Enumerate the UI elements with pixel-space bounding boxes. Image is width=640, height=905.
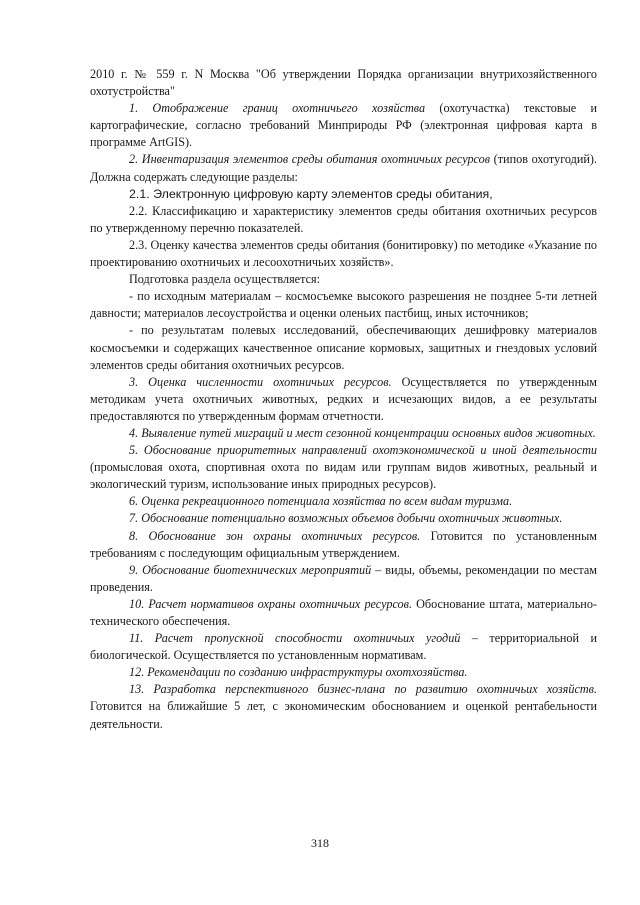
paragraph-text: 2.1. Электронную цифровую карту элементов среды обитания, [129,186,493,201]
document-body [90,66,597,733]
item-heading: 11. Расчет пропускной способности охотничьих угодий [129,631,461,646]
item-heading: 7. Обоснование потенциально возможных объемов добычи охотничьих животных. [129,511,563,526]
item-text: Готовится на ближайшие 5 лет, с экономическим обоснованием и оценкой рентабельности деятельности. [90,699,597,731]
paragraph-source-materials [90,288,597,322]
item-heading: 2. Инвентаризация элементов среды обитания охотничьих ресурсов [129,152,491,167]
paragraph-item-11 [90,630,597,664]
item-text: Готовится по установленным требованиям с последующим официальным утверждением. [90,528,597,560]
paragraph-item-4 [90,425,597,442]
item-text: (охотучастка) текстовые и картографические, согласно требований Минприроды РФ (электронная цифровая карта в программе ArtGIS). [90,101,597,150]
item-heading: 10. Расчет нормативов охраны охотничьих ресурсов. [129,596,412,611]
item-text: Обоснование штата, материально-технического обеспечения. [90,596,597,628]
paragraph-item-2 [90,151,597,185]
paragraph-item-2-1 [90,186,597,203]
item-text: – виды, объемы, рекомендации по местам проведения. [90,562,597,594]
paragraph-item-7 [90,510,597,527]
paragraph-item-2-2 [90,203,597,237]
paragraph-item-9 [90,562,597,596]
item-heading: 12. Рекомендации по созданию инфраструктуры охотхозяйства. [129,665,468,680]
paragraph-text: Подготовка раздела осуществляется: [129,272,320,287]
paragraph-item-12 [90,664,597,681]
paragraph-text: - по исходным материалам – космосъемке высокого разрешения не позднее 5-ти летней давности; материалов лесоустройства и оценки оленьих пастбищ, иных источников; [90,289,597,321]
paragraph-item-3 [90,374,597,425]
paragraph-text: - по результатам полевых исследований, обеспечивающих дешифровку материалов космосъемки и содержащих качественное описание кормовых, защитных и гнездовых условий элементов среды обитания охотничьих ресурсов. [90,323,597,372]
paragraph-text: 2010 г. № 559 г. N Москва "Об утверждении Порядка организации внутрихозяйственного охотустройства" [90,67,597,99]
paragraph-order-reference [90,66,597,100]
paragraph-item-1 [90,100,597,151]
item-heading: 1. Отображение границ охотничьего хозяйства [129,101,426,116]
paragraph-text: 2.2. Классификацию и характеристику элементов среды обитания охотничьих ресурсов по утвержденному перечню показателей. [90,203,597,235]
item-heading: 9. Обоснование биотехнических мероприятий [129,562,372,577]
item-heading: 6. Оценка рекреационного потенциала хозяйства по всем видам туризма. [129,494,513,509]
paragraph-item-13 [90,681,597,732]
item-text: – территориальной и биологической. Осуществляется по установленным нормативам. [90,631,597,663]
item-text: (типов охотугодий). Должна содержать следующие разделы: [90,152,597,184]
page-number: 318 [311,836,329,850]
item-heading: 3. Оценка численности охотничьих ресурсов. [129,374,392,389]
paragraph-preparation [90,271,597,288]
item-heading: 5. Обоснование приоритетных направлений охотэкономической и иной деятельности [129,443,597,458]
paragraph-item-10 [90,596,597,630]
paragraph-item-5 [90,442,597,493]
paragraph-item-2-3 [90,237,597,271]
paragraph-item-6 [90,493,597,510]
item-heading: 8. Обоснование зон охраны охотничьих ресурсов. [129,528,421,543]
paragraph-text: 2.3. Оценку качества элементов среды обитания (бонитировку) по методике «Указание по проектированию охотничьих и лесоохотничьих хозяйств». [90,237,597,270]
item-text: Осуществляется по утвержденным методикам учета охотничьих животных, редких и исчезающих видов, а ее результаты предоставляются по утвержденным формам отчетности. [90,374,597,423]
item-heading: 4. Выявление путей миграций и мест сезонной концентрации основных видов животных. [129,425,596,440]
item-heading: 13. Разработка перспективного бизнес-плана по развитию охотничьих хозяйств. [129,682,597,697]
paragraph-item-8 [90,528,597,562]
paragraph-field-research [90,322,597,373]
item-text: (промысловая охота, спортивная охота по видам или группам видов животных, реальный и экологический туризм, использование иных природных ресурсов). [90,460,597,492]
